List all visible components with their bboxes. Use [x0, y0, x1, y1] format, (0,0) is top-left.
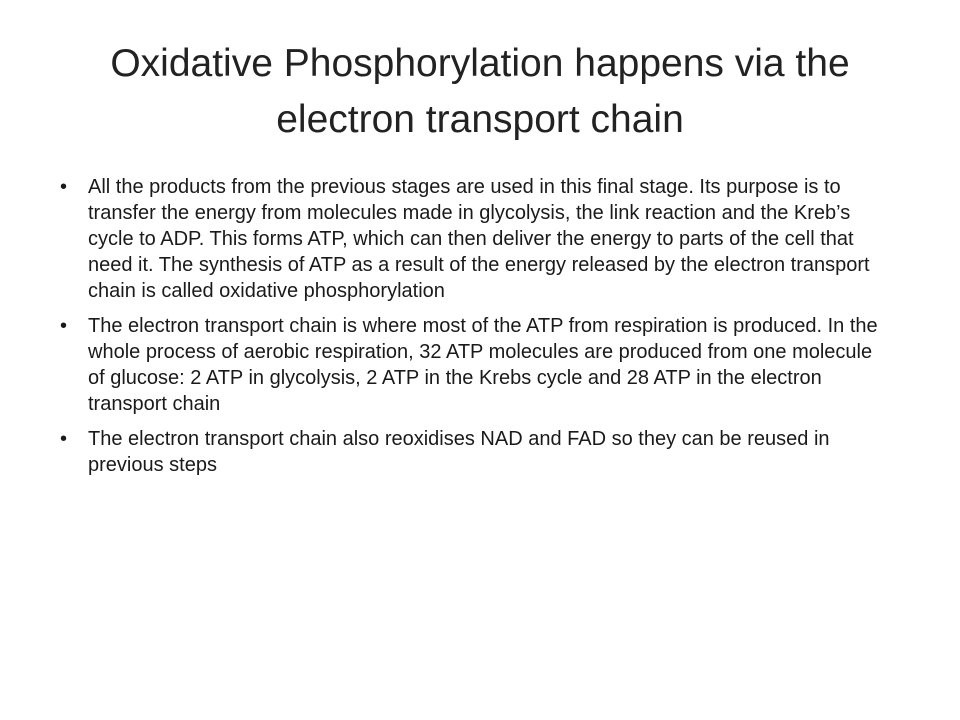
- bullet-item-atp-yield: [58, 313, 882, 417]
- bullet-marker: •: [60, 315, 68, 337]
- bullet-item-reoxidise: [58, 426, 882, 478]
- bullet-list: [58, 174, 882, 487]
- bullet-marker: •: [60, 428, 68, 450]
- bullet-text: The electron transport chain is where most of the ATP from respiration is produced. In the whole process of aerobic respiration, 32 ATP molecules are produced from one molecule of glucose: 2 ATP in glycolysis, 2 ATP in the Krebs cycle and 28 ATP in the electron transport chain: [88, 315, 878, 415]
- bullet-text: All the products from the previous stages are used in this final stage. Its purpose is to transfer the energy from molecules made in glycolysis, the link reaction and the Kreb’s cycle to ADP. This forms ATP, which can then deliver the energy to parts of the cell that need it. The synthesis of ATP as a result of the energy released by the electron transport chain is called oxidative phosphorylation: [88, 176, 870, 302]
- bullet-text: The electron transport chain also reoxidises NAD and FAD so they can be reused in previous steps: [88, 428, 830, 476]
- bullet-marker: •: [60, 176, 68, 198]
- bullet-item-products: [58, 174, 882, 304]
- slide-title: Oxidative Phosphorylation happens via the electron transport chain: [110, 42, 850, 141]
